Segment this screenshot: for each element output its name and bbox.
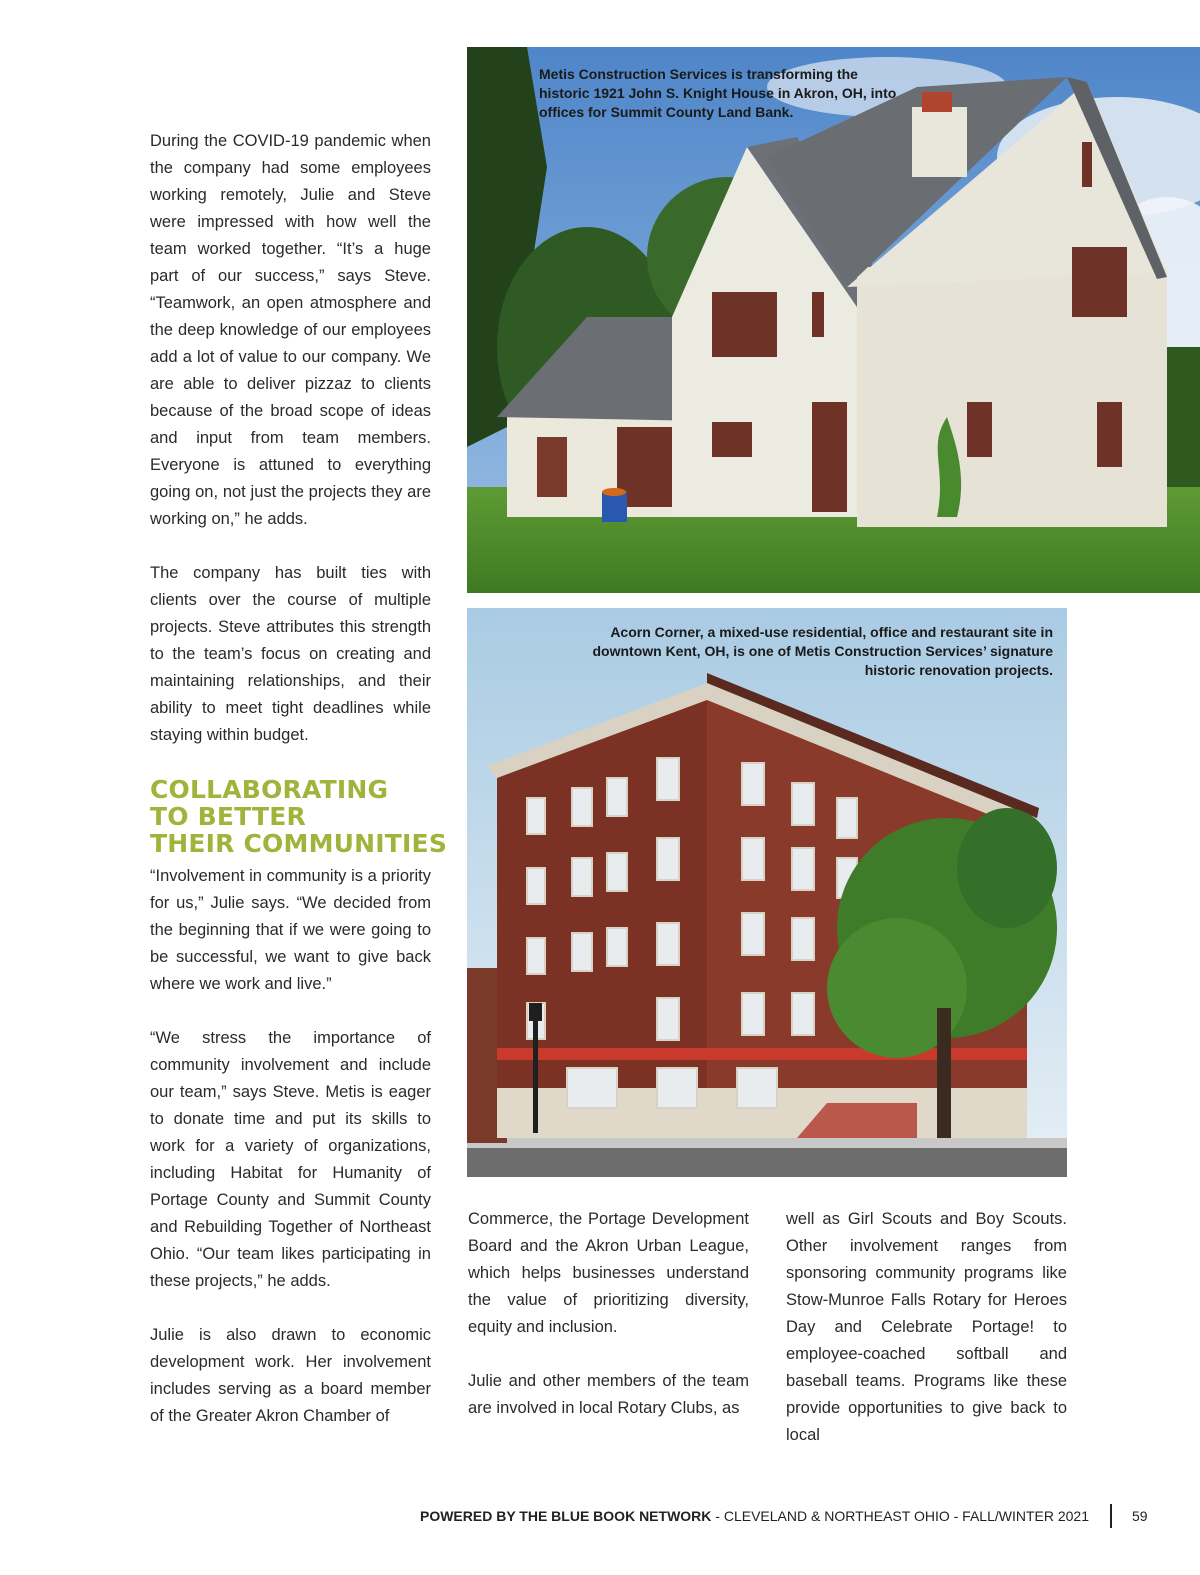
right-text-column [786,1206,1067,1449]
house-photo-caption: Metis Construction Services is transforming the historic 1921 John S. Knight House in Akron, OH, into offices for Summit County Land Bank. [539,66,897,120]
middle-text-column [468,1206,749,1422]
section-heading-line: COLLABORATING [150,775,389,804]
body-paragraph: “We stress the importance of community involvement and include our team,” says Steve. Metis is eager to donate time and put its skills to work for a variety of organizations, including Habitat for Humanity of Portage County and Summit County and Rebuilding Together of Northeast Ohio. “Our team likes participating in these projects,” he adds. [150,1029,431,1290]
body-paragraph: “Involvement in community is a priority for us,” Julie says. “We decided from the beginning that if we were going to be successful, we want to give back where we work and live.” [150,867,431,993]
body-paragraph: Julie is also drawn to economic development work. Her involvement includes serving as a board member of the Greater Akron Chamber of [150,1326,431,1425]
footer-brand: POWERED BY THE BLUE BOOK NETWORK [419,1508,712,1524]
house-illustration [467,47,1200,593]
building-photo [467,608,1067,1177]
footer-divider [1110,1504,1112,1528]
house-photo [467,47,1200,593]
body-paragraph: The company has built ties with clients over the course of multiple projects. Steve attributes this strength to the team’s focus on creating and maintaining relationships, and their ability to meet tight deadlines while staying within budget. [150,564,431,744]
left-text-column [150,128,448,1430]
section-heading [150,775,448,858]
building-illustration [467,608,1067,1177]
body-paragraph: Commerce, the Portage Development Board and the Akron Urban League, which helps businesses understand the value of prioritizing diversity, equity and inclusion. [468,1210,749,1336]
section-heading-line: TO BETTER [150,802,306,831]
section-heading-line: THEIR COMMUNITIES [150,829,448,858]
page-footer [300,1506,1089,1526]
body-paragraph: Julie and other members of the team are involved in local Rotary Clubs, as [468,1372,749,1417]
body-paragraph: During the COVID-19 pandemic when the company had some employees working remotely, Julie and Steve were impressed with how well the team worked together. “It’s a huge part of our success,” says Steve. “Teamwork, an open atmosphere and the deep knowledge of our employees add a lot of value to our company. We are able to deliver pizzaz to clients because of the broad scope of ideas and input from team members. Everyone is attuned to everything going on, not just the projects they are working on,” he adds. [150,132,431,528]
footer-edition: - CLEVELAND & NORTHEAST OHIO - FALL/WINTER 2021 [711,1508,1089,1524]
body-paragraph: well as Girl Scouts and Boy Scouts. Other involvement ranges from sponsoring community programs like Stow-Munroe Falls Rotary for Heroes Day and Celebrate Portage! to employee-coached softball and baseball teams. Programs like these provide opportunities to give back to local [786,1210,1067,1444]
building-photo-caption: Acorn Corner, a mixed-use residential, office and restaurant site in downtown Kent, OH, is one of Metis Construction Services’ signature historic renovation projects. [592,624,1053,678]
page-number: 59 [1132,1508,1148,1524]
